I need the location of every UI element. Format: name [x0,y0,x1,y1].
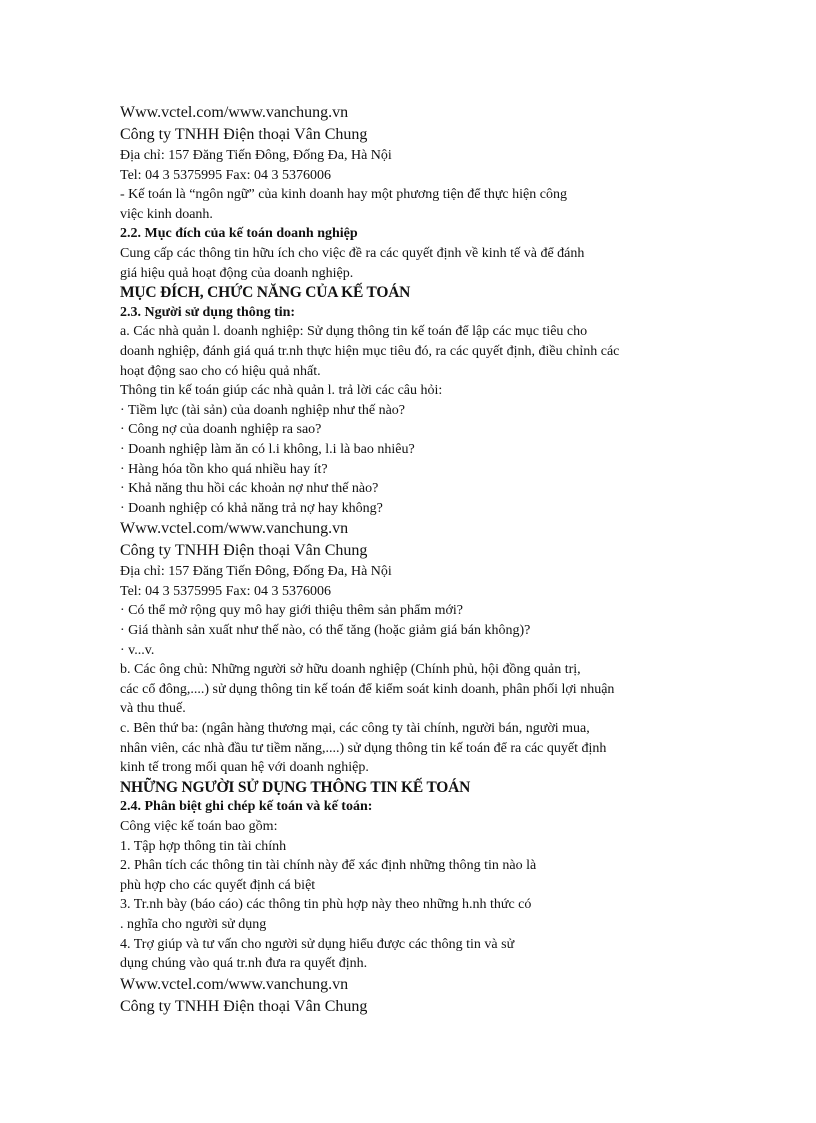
text-line: Công ty TNHH Điện thoại Vân Chung [120,997,368,1015]
text-line: Địa chỉ: 157 Đăng Tiến Đông, Đống Đa, Hà Nội [120,564,392,580]
text-line: Công việc kế toán bao gồm: [120,819,278,834]
text-line: Www.vctel.com/www.vanchung.vn [120,975,349,993]
text-line: · Công nợ của doanh nghiệp ra sao? [120,422,322,438]
text-line: - Kế toán là “ngôn ngữ” của kinh doanh hay một phương tiện để thực hiện công [120,187,567,203]
text-line: hoạt động sao cho có hiệu quả nhất. [120,363,321,379]
text-line: · Giá thành sản xuất như thế nào, có thể tăng (hoặc giảm giá bán không)? [120,623,531,639]
text-line: dụng chúng vào quá tr.nh đưa ra quyết định. [120,956,368,972]
document-page [120,102,720,1018]
text-line: Công ty TNHH Điện thoại Vân Chung [120,126,368,143]
text-line: · Có thể mở rộng quy mô hay giới thiệu thêm sản phẩm mới? [120,603,463,619]
text-line: nhân viên, các nhà đầu tư tiềm năng,....) sử dụng thông tin kế toán để ra các quyết định [120,740,607,756]
text-line: 4. Trợ giúp và tư vấn cho người sử dụng hiểu được các thông tin và sử [120,936,515,952]
text-line: . nghĩa cho người sử dụng [120,916,267,932]
text-line: và thu thuế. [120,701,186,717]
text-line: 3. Tr.nh bày (báo cáo) các thông tin phù hợp này theo những h.nh thức có [120,897,532,913]
text-line: c. Bên thứ ba: (ngân hàng thương mại, các công ty tài chính, người bán, người mua, [120,721,590,737]
subsection-title: 2.3. Người sử dụng thông tin: [120,304,296,320]
text-line: doanh nghiệp, đánh giá quá tr.nh thực hiện mục tiêu đó, ra các quyết định, điều chỉnh các [120,343,620,359]
text-line: kinh tế trong mối quan hệ với doanh nghiệp. [120,760,369,776]
text-line: giá hiệu quả hoạt động của doanh nghiệp. [120,265,354,281]
section-heading: NHỮNG NGƯỜI SỬ DỤNG THÔNG TIN KẾ TOÁN [120,778,471,796]
text-line: các cổ đông,....) sử dụng thông tin kế toán để kiểm soát kinh doanh, phân phối lợi nhuận [120,681,615,697]
text-line: Tel: 04 3 5375995 Fax: 04 3 5376006 [120,167,331,183]
text-line: 1. Tập hợp thông tin tài chính [120,838,287,854]
text-line: · Doanh nghiệp làm ăn có l.i không, l.i là bao nhiêu? [120,441,415,457]
text-line: · Doanh nghiệp có khả năng trả nợ hay không? [120,500,383,516]
text-line: Cung cấp các thông tin hữu ích cho việc đề ra các quyết định về kinh tế và để đánh [120,245,585,261]
subsection-title: 2.2. Mục đích của kế toán doanh nghiệp [120,226,358,242]
text-line: Thông tin kế toán giúp các nhà quản l. trả lời các câu hỏi: [120,383,443,399]
text-line: 2. Phân tích các thông tin tài chính này để xác định những thông tin nào là [120,858,537,874]
text-line: · Hàng hóa tồn kho quá nhiều hay ít? [120,461,328,477]
text-line: Tel: 04 3 5375995 Fax: 04 3 5376006 [120,583,331,599]
text-line: Www.vctel.com/www.vanchung.vn [120,520,349,538]
text-line: b. Các ông chủ: Những người sở hữu doanh nghiệp (Chính phủ, hội đồng quản trị, [120,662,581,678]
text-line: · Khả năng thu hồi các khoản nợ như thế nào? [120,481,379,497]
text-line: phù hợp cho các quyết định cá biệt [120,877,316,893]
section-heading: MỤC ĐÍCH, CHỨC NĂNG CỦA KẾ TOÁN [120,284,411,302]
text-line: việc kinh doanh. [120,206,213,222]
text-line: Www.vctel.com/www.vanchung.vn [120,104,349,121]
subsection-title: 2.4. Phân biệt ghi chép kế toán và kế toán: [120,799,373,815]
text-line: · Tiềm lực (tài sản) của doanh nghiệp như thế nào? [120,402,405,418]
text-line: Công ty TNHH Điện thoại Vân Chung [120,542,368,560]
text-line: · v...v. [120,642,155,658]
text-line: Địa chỉ: 157 Đăng Tiến Đông, Đống Đa, Hà Nội [120,148,392,163]
text-line: a. Các nhà quản l. doanh nghiệp: Sử dụng thông tin kế toán để lập các mục tiêu cho [120,324,588,340]
